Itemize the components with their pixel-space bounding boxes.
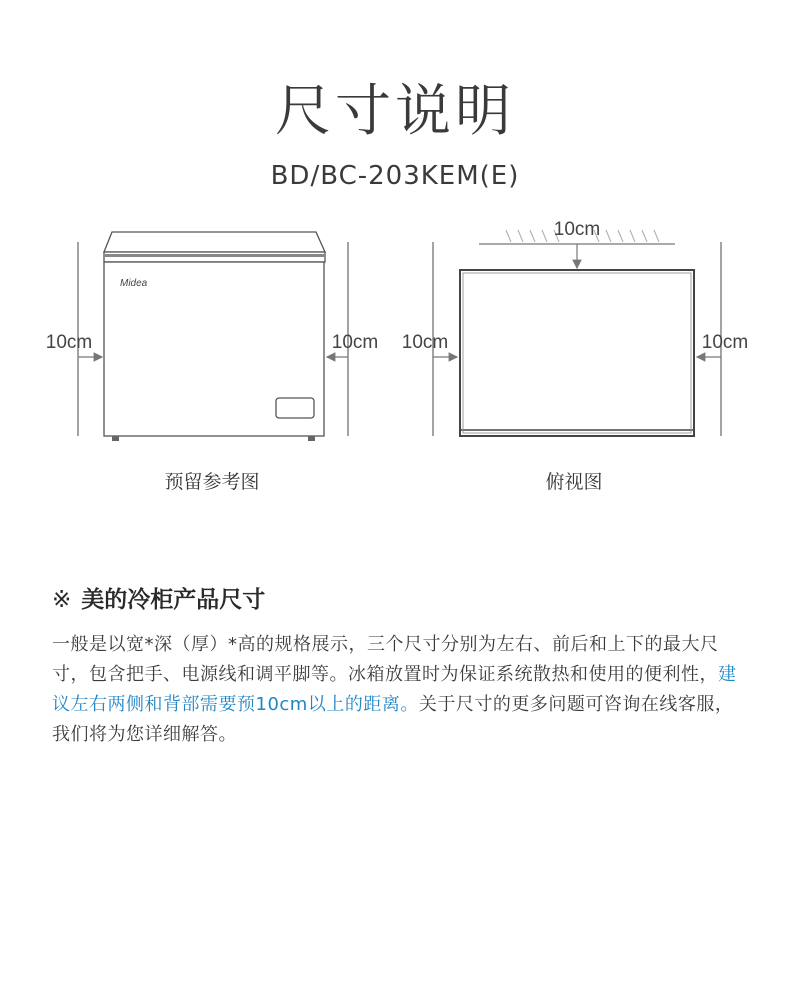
freezer-lid: [104, 232, 325, 252]
note-heading-text: 美的冷柜产品尺寸: [81, 587, 266, 613]
page-title: 尺寸说明: [275, 79, 515, 144]
note-highlight: 建议左右两侧和背部需要预10cm以上的距离。: [52, 664, 737, 715]
note-text-before: 一般是以宽*深（厚）*高的规格展示，三个尺寸分别为左右、前后和上下的最大尺寸，包含把手、电源线和调平脚等。冰箱放置时为保证系统散热和使用的便利性，: [52, 634, 719, 685]
brand-logo: Midea: [120, 278, 148, 289]
left-foot: [112, 436, 119, 441]
front-view: [46, 232, 378, 441]
note-heading: [52, 582, 265, 618]
control-panel: [276, 398, 314, 418]
top-back-clearance-label: 10cm: [553, 219, 601, 240]
note-body: [52, 630, 742, 750]
top-right-clearance-label: 10cm: [701, 332, 749, 353]
front-left-clearance-label: 10cm: [45, 332, 93, 353]
top-left-clearance-label: 10cm: [401, 332, 449, 353]
top-view-caption: 俯视图: [545, 471, 603, 493]
lid-stripe: [104, 254, 325, 257]
freezer-top-outline: [460, 270, 694, 436]
front-view-caption: 预留参考图: [164, 471, 260, 493]
dimension-diagram: [0, 200, 790, 460]
note-text-after: 关于尺寸的更多问题可咨询在线客服，我们将为您详细解答。: [52, 694, 734, 745]
top-view: [402, 219, 748, 436]
right-foot: [308, 436, 315, 441]
model-number: BD/BC-203KEM(E): [270, 161, 520, 191]
front-right-clearance-label: 10cm: [331, 332, 379, 353]
note-symbol: ※: [52, 587, 72, 613]
